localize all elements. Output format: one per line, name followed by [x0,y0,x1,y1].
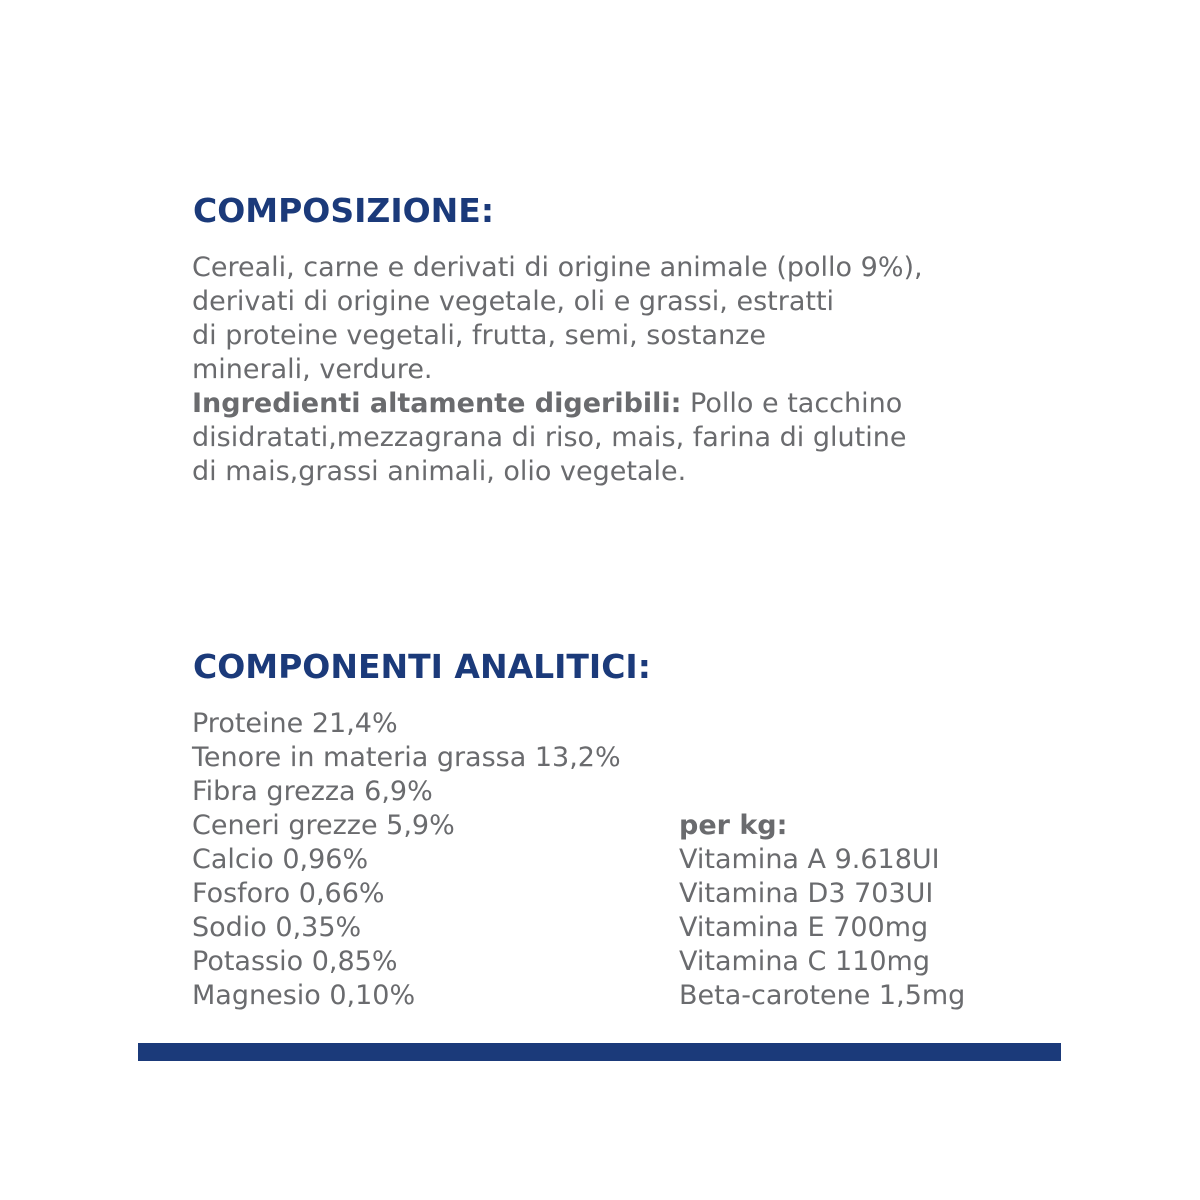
analytic-item: Magnesio 0,10% [192,980,416,1011]
composizione-line: minerali, verdure. [192,354,433,385]
vitamins-per-kg-list [679,809,965,1013]
analytic-item: Ceneri grezze 5,9% [192,810,455,841]
analytic-item: Sodio 0,35% [192,912,362,943]
digestible-ingredients-label: Ingredienti altamente digeribili: [192,388,682,419]
analytic-item: Tenore in materia grassa 13,2% [192,742,621,773]
componenti-analitici-heading: COMPONENTI ANALITICI: [193,647,651,686]
bottom-divider-bar [138,1043,1061,1061]
per-kg-label: per kg: [679,810,788,841]
analytic-item: Fibra grezza 6,9% [192,776,433,807]
composizione-line: di proteine vegetali, frutta, semi, sostanze [192,320,766,351]
vitamin-item: Vitamina D3 703UI [679,878,934,909]
analytic-components-list [192,707,621,1013]
vitamin-item: Vitamina A 9.618UI [679,844,940,875]
digestible-ingredients-line [192,387,923,421]
vitamin-item: Vitamina C 110mg [679,946,930,977]
analytic-item: Calcio 0,96% [192,844,369,875]
digestible-ingredients-text: Pollo e tacchino [681,388,903,419]
digestible-ingredients-line: di mais,grassi animali, olio vegetale. [192,456,687,487]
analytic-item: Proteine 21,4% [192,708,398,739]
composizione-text [192,251,923,489]
digestible-ingredients-line: disidratati,mezzagrana di riso, mais, farina di glutine [192,422,907,453]
vitamin-item: Beta-carotene 1,5mg [679,980,966,1011]
composizione-heading: COMPOSIZIONE: [193,191,495,230]
composizione-line: derivati di origine vegetale, oli e grassi, estratti [192,286,835,317]
analytic-item: Fosforo 0,66% [192,878,385,909]
composizione-line: Cereali, carne e derivati di origine animale (pollo 9%), [192,252,923,283]
analytic-item: Potassio 0,85% [192,946,398,977]
vitamin-item: Vitamina E 700mg [679,912,929,943]
